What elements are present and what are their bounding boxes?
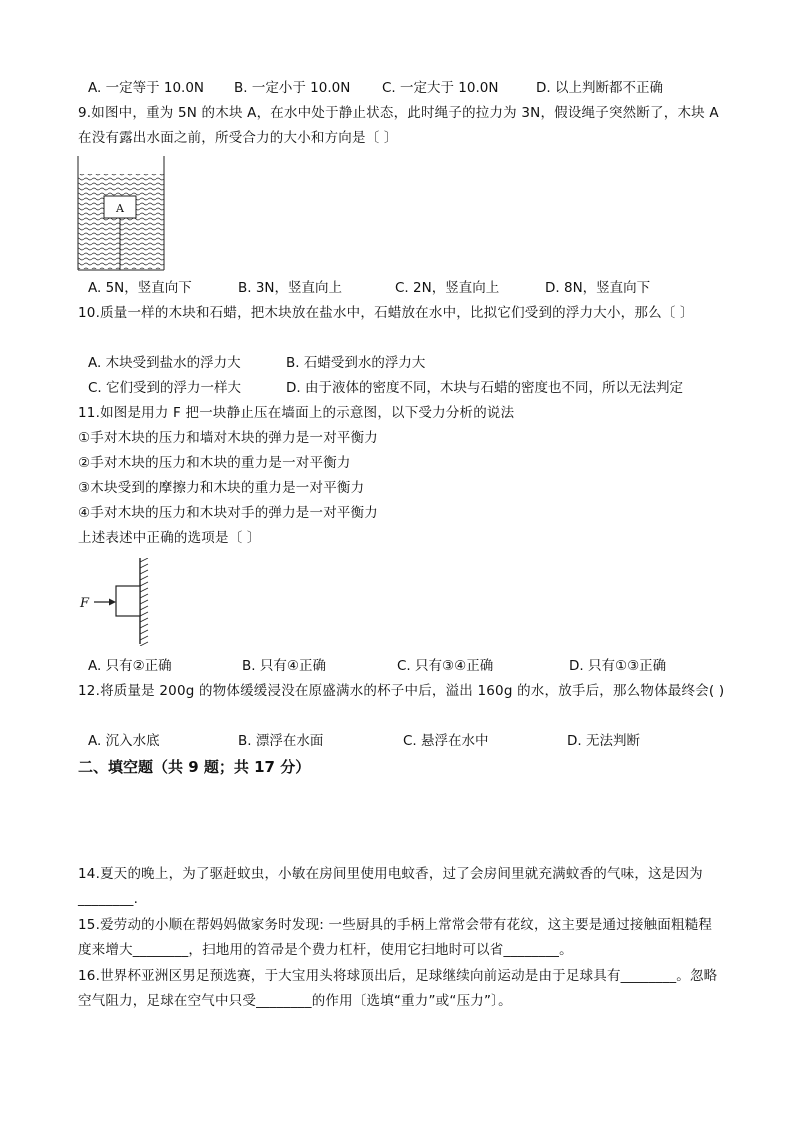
q8-option-a: A. 一定等于 10.0N xyxy=(88,80,205,96)
q9-option-d: D. 8N，竖直向下 xyxy=(545,280,651,296)
q11-question: 上述表述中正确的选项是〔 〕 xyxy=(78,530,261,546)
q8-option-c: C. 一定大于 10.0N xyxy=(382,80,499,96)
q11-force-label: F xyxy=(80,596,90,611)
q11-option-b: B. 只有④正确 xyxy=(242,658,326,674)
q14-line2: ________. xyxy=(78,891,139,907)
q8-option-b: B. 一定小于 10.0N xyxy=(234,80,351,96)
q11-statement-4: ④手对木块的压力和木块对手的弹力是一对平衡力 xyxy=(78,505,379,521)
q12-option-c: C. 悬浮在水中 xyxy=(403,733,489,749)
q10-option-b: B. 石蜡受到水的浮力大 xyxy=(286,355,426,371)
q9-option-c: C. 2N，竖直向上 xyxy=(395,280,500,296)
q12-option-a: A. 沉入水底 xyxy=(88,733,160,749)
q9-option-a: A. 5N，竖直向下 xyxy=(88,280,192,296)
q10-stem: 10.质量一样的木块和石蜡，把木块放在盐水中，石蜡放在水中，比拟它们受到的浮力大小，那么〔 〕 xyxy=(78,305,694,321)
q9-option-b: B. 3N，竖直向上 xyxy=(238,280,343,296)
q10-option-c: C. 它们受到的浮力一样大 xyxy=(88,380,242,396)
q11-option-c: C. 只有③④正确 xyxy=(397,658,494,674)
q10-option-d: D. 由于液体的密度不同，木块与石蜡的密度也不同，所以无法判定 xyxy=(286,380,683,396)
q8-option-d: D. 以上判断都不正确 xyxy=(536,80,663,96)
section-heading-fill-in: 二、填空题（共 9 题；共 17 分） xyxy=(78,758,311,776)
q11-option-a: A. 只有②正确 xyxy=(88,658,172,674)
q16-line1: 16.世界杯亚洲区男足预选赛，于大宝用头将球顶出后，足球继续向前运动是由于足球具有________。忽略 xyxy=(78,968,718,984)
q9-block-label: A xyxy=(116,202,124,215)
q11-figure-wall xyxy=(76,558,160,646)
q9-stem-line2: 在没有露出水面之前，所受合力的大小和方向是〔 〕 xyxy=(78,130,398,146)
q9-stem-line1: 9.如图中，重为 5N 的木块 A，在水中处于静止状态，此时绳子的拉力为 3N，假设绳子突然断了，木块 A xyxy=(78,105,719,121)
q9-figure-beaker xyxy=(76,156,168,272)
q16-line2: 空气阻力，足球在空气中只受________的作用〔选填“重力”或“压力”〕。 xyxy=(78,993,512,1009)
q12-option-b: B. 漂浮在水面 xyxy=(238,733,324,749)
q10-option-a: A. 木块受到盐水的浮力大 xyxy=(88,355,241,371)
q11-statement-2: ②手对木块的压力和木块的重力是一对平衡力 xyxy=(78,455,351,471)
q11-statement-1: ①手对木块的压力和墙对木块的弹力是一对平衡力 xyxy=(78,430,379,446)
q11-stem: 11.如图是用力 F 把一块静止压在墙面上的示意图，以下受力分析的说法 xyxy=(78,405,515,421)
q15-line1: 15.爱劳动的小顺在帮妈妈做家务时发现: 一些厨具的手柄上常常会带有花纹，这主要是通过接触面粗糙程 xyxy=(78,917,713,933)
q12-option-d: D. 无法判断 xyxy=(567,733,640,749)
q15-line2: 度来增大________，扫地用的笤帚是个费力杠杆，使用它扫地时可以省________。 xyxy=(78,942,573,958)
q11-statement-3: ③木块受到的摩擦力和木块的重力是一对平衡力 xyxy=(78,480,365,496)
q11-option-d: D. 只有①③正确 xyxy=(569,658,667,674)
q12-stem: 12.将质量是 200g 的物体缓缓浸没在原盛满水的杯子中后，溢出 160g 的水，放手后，那么物体最终会( ) xyxy=(78,683,725,699)
q14-line1: 14.夏天的晚上，为了驱赶蚊虫，小敏在房间里使用电蚊香，过了会房间里就充满蚊香的气味，这是因为 xyxy=(78,866,703,882)
